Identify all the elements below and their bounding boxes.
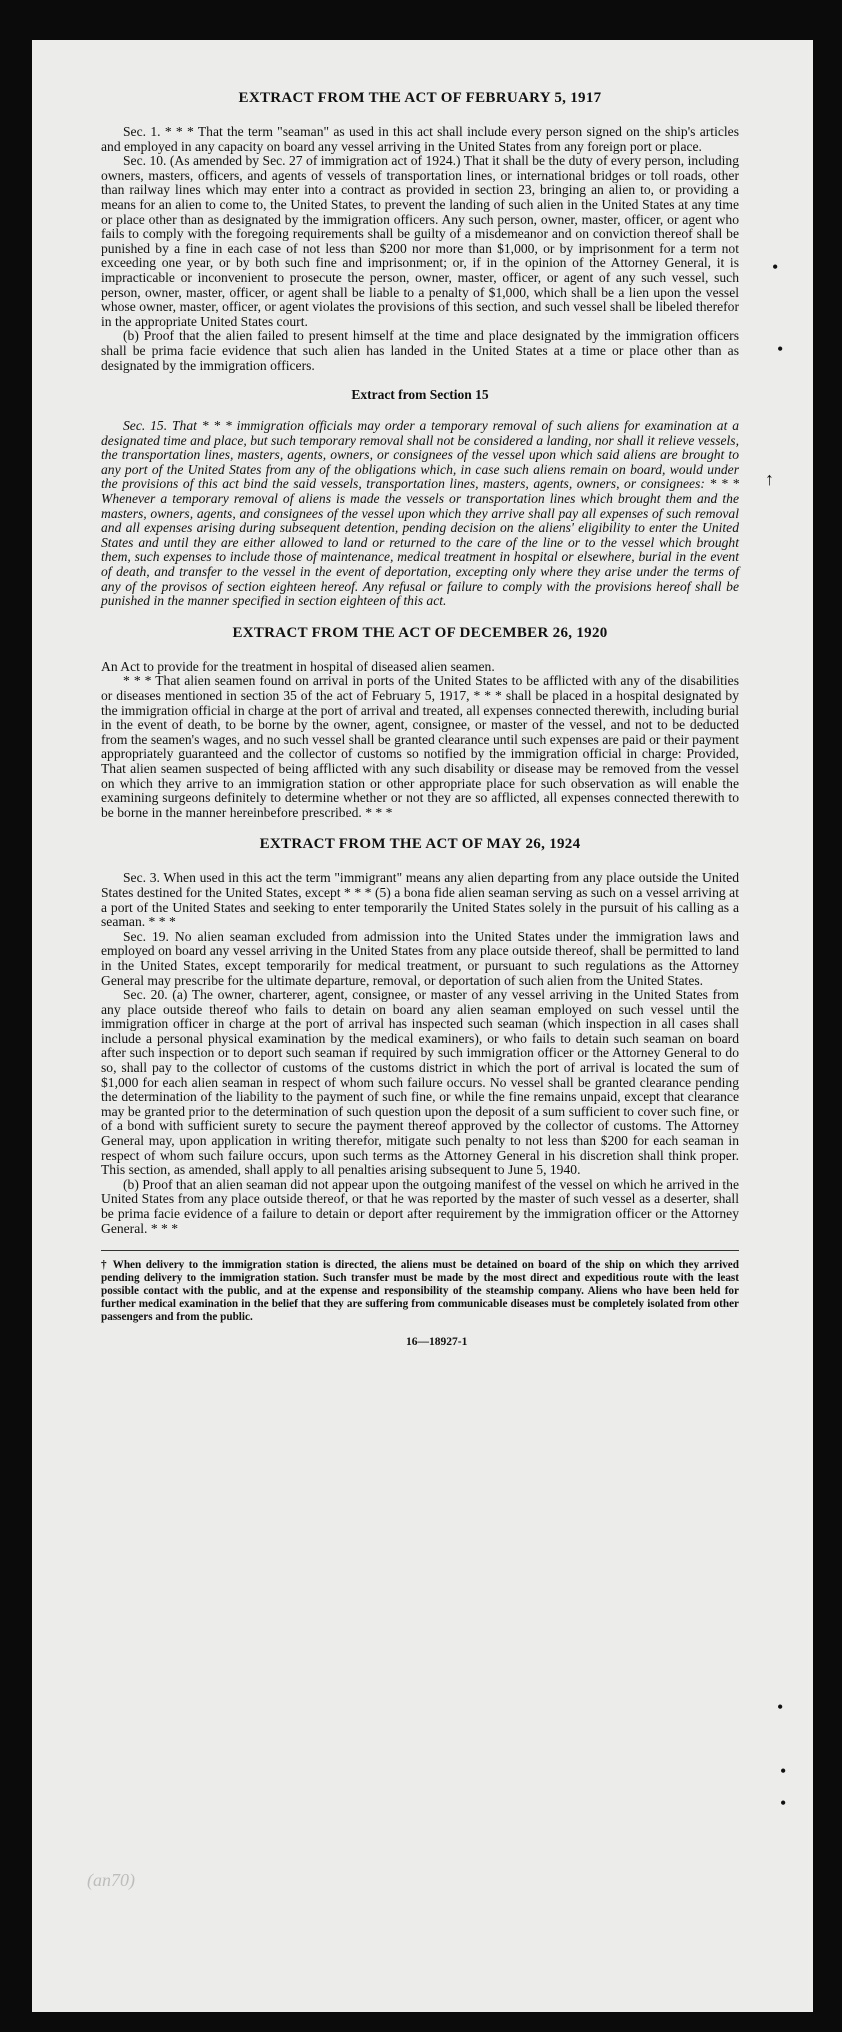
heading-act-1920: EXTRACT FROM THE ACT OF DECEMBER 26, 1920	[232, 624, 608, 641]
act-1924-text	[101, 871, 739, 1236]
act-1920-paragraph: * * * That alien seamen found on arrival in ports of the United States to be afflicted with any of the disabilities or diseases mentioned in section 35 of the act of February 5, 1917, * * * shall be placed in a hospital designated by the immigration official in charge at the port of arrival and treated, all expenses connected therewith, including burial in the event of death, to be borne by the owner, agent, consignee, or master of the vessel, and not to be deducted from the seamen's wages, and no such vessel shall be granted clearance until such expenses are paid or their payment appropriately guaranteed and the collector of customs so notified by the immigration official in charge: Provided, That alien seamen suspected of being afflicted with any such disability or disease may be removed from the vessel on which they arrive to an immigration station or other appropriate place for such observation as will enable the examining surgeons definitely to determine whether or not they are so afflicted, all expenses connected therewith to be borne in the manner hereinbefore prescribed. * * *	[101, 673, 739, 820]
act-1917-text	[101, 125, 739, 373]
document-page	[32, 40, 813, 2012]
sec-15-paragraph: Sec. 15. That * * * immigration officials may order a temporary removal of such aliens for examination at a designated time and place, but such temporary removal shall not be considered a landing, nor shall it relieve vessels, the transportation lines, masters, agents, owners, or consignees of the vessel upon which said aliens are brought to any port of the United States from any of the obligations which, in case such aliens remain on board, would under the provisions of this act bind the said vessels, transportation lines, masters, agents, owners, or consignees: * * * Whenever a temporary removal of aliens is made the vessels or transportation lines which brought them and the masters, owners, agents, and consignees of the vessel upon which they arrive shall pay all expenses of such removal and all expenses arising during subsequent detention, pending decision on the aliens' eligibility to enter the United States and until they are either allowed to land or returned to the care of the line or to the vessel which brought them, such expenses to include those of maintenance, medical treatment in hospital or elsewhere, burial in the event of death, and transfer to the vessel in the event of deportation, excepting only where they arise under the terms of any of the provisos of section eighteen hereof. Any refusal or failure to comply with the provisions hereof shall be punished in the manner specified in section eighteen of this act.	[101, 418, 739, 609]
sec-10-b-paragraph: (b) Proof that the alien failed to present himself at the time and place designated by the immigration officers shall be prima facie evidence that such alien has landed in the United States at a time or place other than as designated by the immigration officers.	[101, 328, 739, 373]
faded-stamp: (an70)	[87, 1870, 135, 1890]
heading-section-15: Extract from Section 15	[351, 387, 489, 403]
document-code: 16—18927-1	[406, 1336, 468, 1349]
sec-20-b-paragraph: (b) Proof that an alien seaman did not appear upon the outgoing manifest of the vessel on which he arrived in the United States from any place outside thereof, or that he was reported by the master of such vessel as a deserter, shall be prima facie evidence of a failure to detain or deport after requirement by the immigration officer or the Attorney General. * * *	[101, 1176, 739, 1236]
sec-10-paragraph: Sec. 10. (As amended by Sec. 27 of immigration act of 1924.) That it shall be the duty of every person, including owners, masters, officers, and agents of vessels of transportation lines, or international bridges or toll roads, other than railway lines which may enter into a contract as provided in section 23, bringing an alien to, or providing a means for an alien to come to, the United States, to prevent the landing of such alien in the United States at any time or place other than as designated by the immigration officers. Any such person, owner, master, officer, or agent who fails to comply with the foregoing requirements shall be guilty of a misdemeanor and on conviction thereof shall be punished by a fine in each case of not less than $200 nor more than $1,000, or by imprisonment for a term not exceeding one year, or by both such fine and imprisonment; or, if in the opinion of the Attorney General, it is impracticable or inconvenient to prosecute the person, owner, master, officer, or agent of any such vessel, such person, owner, master, officer, or agent shall be liable to a penalty of $1,000, which shall be a lien upon the vessel whose owner, master, officer, or agent violates the provisions of this section, and such vessel shall be libeled therefor in the appropriate United States court.	[101, 153, 739, 329]
act-1920-title: An Act to provide for the treatment in hospital of diseased alien seamen.	[101, 658, 495, 674]
section-15-text	[101, 419, 739, 609]
heading-act-1924: EXTRACT FROM THE ACT OF MAY 26, 1924	[259, 836, 581, 853]
margin-mark: •	[772, 257, 779, 277]
sec-1-paragraph: Sec. 1. * * * That the term "seaman" as used in this act shall include every person signed on the ship's articles and employed in any capacity on board any vessel arriving in the United States from any foreign port or place.	[101, 124, 739, 154]
sec-3-paragraph: Sec. 3. When used in this act the term "immigrant" means any alien departing from any place outside the United States destined for the United States, except * * * (5) a bona fide alien seaman serving as such on a vessel arriving at a port of the United States and seeking to enter temporarily the United States solely in the pursuit of his calling as a seaman. * * *	[101, 870, 739, 930]
sec-19-paragraph: Sec. 19. No alien seaman excluded from admission into the United States under the immigration laws and employed on board any vessel arriving in the United States from any place outside thereof, shall be permitted to land in the United States, except temporarily for medical treatment, or pursuant to such regulations as the Attorney General may prescribe for the ultimate departure, removal, or deportation of such alien from the United States.	[101, 928, 739, 988]
sec-20-a-paragraph: Sec. 20. (a) The owner, charterer, agent, consignee, or master of any vessel arriving in the United States from any place outside thereof who fails to detain on board any alien seaman employed on such vessel until the immigration officer in charge at the port of arrival has inspected such seaman (which inspection in all cases shall include a personal physical examination by the medical examiners), or who fails to detain such seaman on board after such inspection or to deport such seaman if required by such immigration officer or the Attorney General to do so, shall pay to the collector of customs of the customs district in which the port of arrival is located the sum of $1,000 for each alien seaman in respect of whom such failure occurs. No vessel shall be granted clearance pending the determination of the liability to the payment of such fine, or while the fine remains unpaid, except that clearance may be granted prior to the determination of such question upon the deposit of a sum sufficient to cover such fine, or of a bond with sufficient surety to secure the payment thereof approved by the collector of customs. The Attorney General may, upon application in writing therefor, mitigate such penalty to not less than $200 for each seaman in respect of whom such failure occurs, upon such terms as the Attorney General in his discretion shall think proper. This section, as amended, shall apply to all penalties arising subsequent to June 5, 1940.	[101, 987, 739, 1178]
margin-mark: •	[780, 1793, 787, 1813]
footnote: † When delivery to the immigration station is directed, the aliens must be detained on board of the ship on which they arrived pending delivery to the immigration station. Such transfer must be made by the most direct and expeditious route with the least possible contact with the public, and at the expense and responsibility of the steamship company. Aliens who have been held for further medical examination in the belief that they are suffering from communicable diseases must be completely isolated from other passengers and from the public.	[101, 1250, 739, 1324]
margin-mark: ↑	[765, 469, 774, 489]
document-content	[101, 90, 739, 1348]
margin-mark: •	[777, 339, 784, 359]
margin-mark: •	[780, 1761, 787, 1781]
heading-act-1917: EXTRACT FROM THE ACT OF FEBRUARY 5, 1917	[238, 90, 602, 106]
margin-mark: •	[777, 1697, 784, 1717]
act-1920-text	[101, 660, 739, 821]
